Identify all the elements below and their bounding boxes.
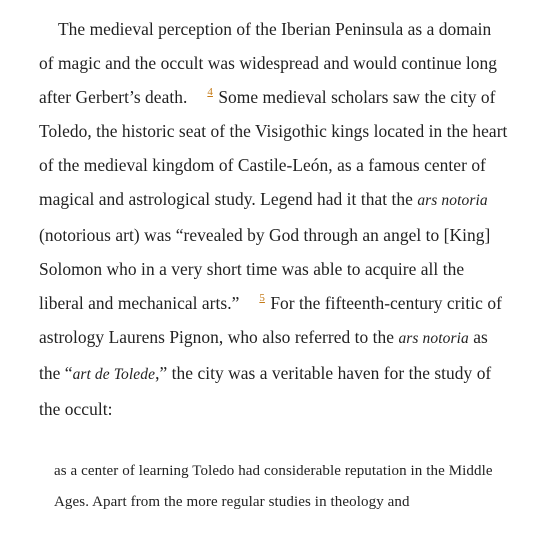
- italic-term-ars-notoria: ars notoria: [398, 330, 469, 347]
- paragraph-text: Some medieval scholars saw the city of Toledo, the historic seat of the Visigothic kings located in the heart of the medieval kingdom of Castile-León, as a famous center of magical and astrological study. Legend had it that the: [39, 87, 508, 209]
- block-quote: as a center of learning Toledo had considerable reputation in the Middle Ages. Apart from the more regular studies in theology and: [54, 463, 493, 510]
- italic-term-ars-notoria: ars notoria: [417, 192, 488, 209]
- paragraph-text: The medieval perception of the Iberian Peninsula as a domain of magic and the occult was widespread and would continue long after Gerbert’s death.: [39, 19, 498, 107]
- footnote-link-4[interactable]: 4: [207, 86, 213, 98]
- footnote-link-5[interactable]: 5: [259, 292, 265, 304]
- paragraph-text: as the “: [39, 327, 488, 383]
- italic-term-art-de-tolede: art de Tolede: [72, 366, 156, 383]
- document-body: [39, 12, 509, 426]
- paragraph-text: (notorious art) was “revealed by God through an angel to [King] Solomon who in a very short time was able to acquire all the liberal and mechanical arts.”: [39, 225, 491, 313]
- body-paragraph: [39, 12, 509, 426]
- paragraph-text: ,” the city was a veritable haven for the study of the occult:: [39, 363, 492, 419]
- paragraph-text: For the fifteenth-century critic of astrology Laurens Pignon, who also referred to the: [39, 293, 502, 347]
